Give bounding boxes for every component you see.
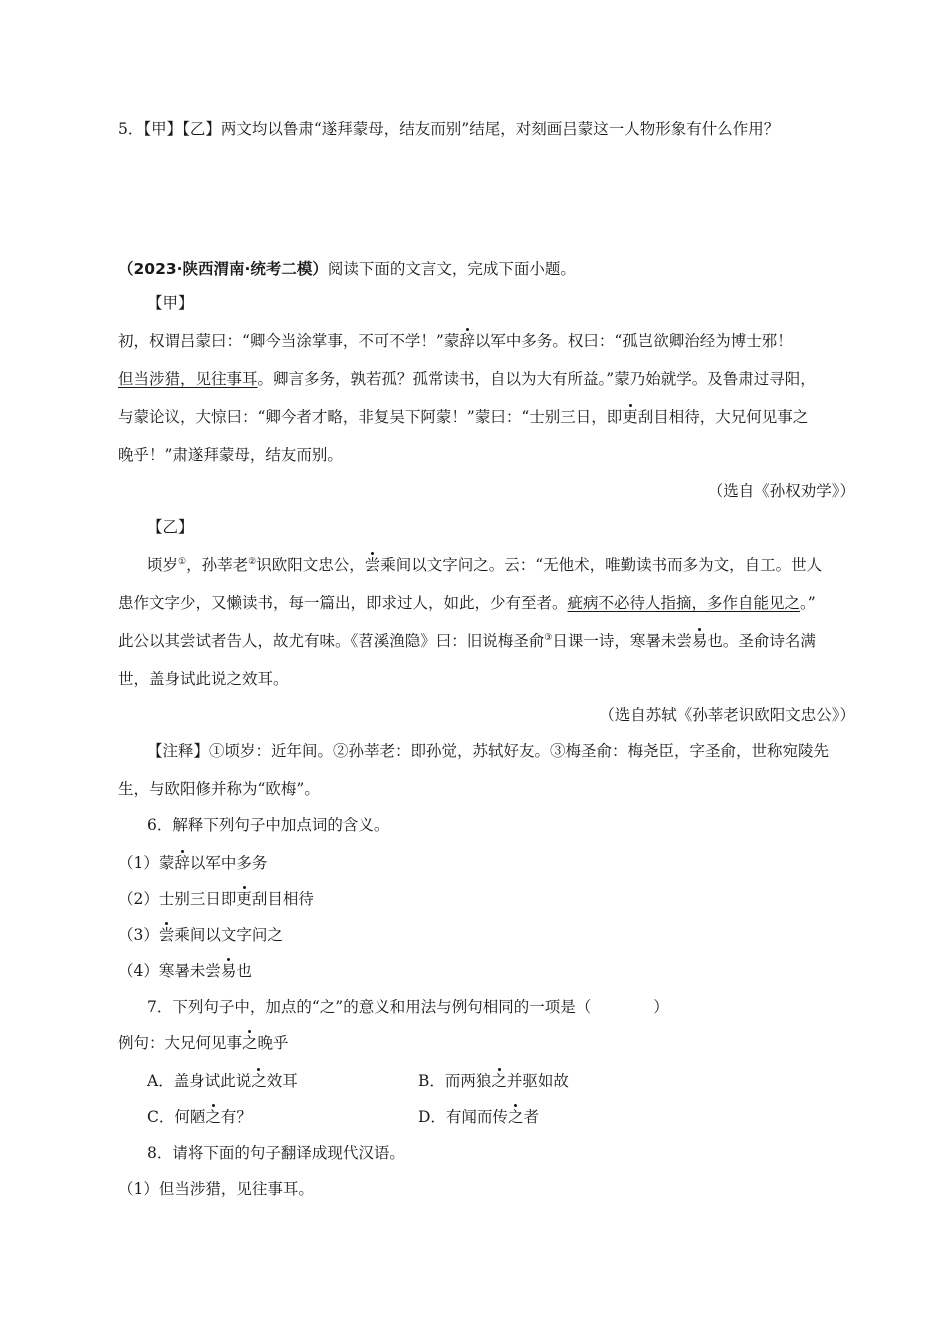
question-6-item-2: （2）士别三日即更刮目相待 — [118, 890, 314, 908]
dotted-word: 易 — [691, 632, 708, 650]
dotted-word: 之 — [491, 1072, 507, 1090]
source-tag: （2023·陕西渭南·统考二模） — [118, 260, 328, 278]
question-7-stem: 7．下列句子中，加点的“之”的意义和用法与例句相同的一项是（ ） — [147, 998, 669, 1016]
underlined-sentence: 但当涉猎，见往事耳 — [118, 370, 258, 388]
passage-yi-citation: （选自苏轼《孙莘老识欧阳文忠公》） — [599, 706, 855, 724]
source-line — [118, 258, 576, 280]
passage-yi-line-4: 世，盖身试此说之效耳。 — [118, 670, 289, 688]
question-6-item-4: （4）寒暑未尝易也 — [118, 962, 252, 980]
dotted-word: 之 — [242, 1034, 258, 1052]
dotted-word: 尝 — [364, 556, 381, 574]
passage-jia-line-1: 初，权谓吕蒙曰：“卿今当涂掌事，不可不学！”蒙辞以军中多务。权曰：“孤岂欲卿治经为博士邪！ — [118, 332, 793, 350]
option-b[interactable]: B．而两狼之并驱如故 — [418, 1072, 569, 1090]
passage-jia-line-3: 与蒙论议，大惊曰：“卿今者才略，非复吴下阿蒙！”蒙曰：“士别三日，即更刮目相待，大兄何见事之 — [118, 408, 809, 426]
dotted-word: 易 — [220, 962, 237, 980]
dotted-word: 更 — [622, 408, 638, 426]
passage-jia-label: 【甲】 — [147, 294, 194, 312]
dotted-word: 之 — [205, 1108, 221, 1126]
option-a[interactable]: A．盖身试此说之效耳 — [147, 1072, 298, 1090]
question-8-item-1: （1）但当涉猎，见往事耳。 — [118, 1180, 314, 1198]
dotted-word: 之 — [507, 1108, 524, 1126]
question-8-stem: 8．请将下面的句子翻译成现代汉语。 — [147, 1144, 405, 1162]
passage-yi-line-3: 此公以其尝试者告人，故尤有味。《苕溪渔隐》曰：旧说梅圣俞③日课一诗，寒暑未尝易也。圣俞诗名满 — [118, 632, 816, 650]
option-c[interactable]: C．何陋之有？ — [147, 1108, 252, 1126]
footnote-marker: ② — [248, 556, 257, 567]
notes-line-1: 【注释】①顷岁：近年间。②孙莘老：即孙觉，苏轼好友。③梅圣俞：梅尧臣，字圣俞，世称宛陵先 — [147, 742, 830, 760]
passage-jia-line-4: 晚乎！”肃遂拜蒙母，结友而别。 — [118, 446, 343, 464]
notes-line-2: 生，与欧阳修并称为“欧梅”。 — [118, 780, 320, 798]
footnote-marker: ③ — [544, 632, 553, 643]
dotted-word: 之 — [251, 1072, 267, 1090]
dotted-word: 辞 — [459, 332, 475, 350]
dotted-word: 辞 — [174, 854, 190, 872]
source-instruction: 阅读下面的文言文，完成下面小题。 — [327, 260, 576, 278]
footnote-marker: ① — [178, 556, 187, 567]
question-6-item-1: （1）蒙辞以军中多务 — [118, 854, 268, 872]
dotted-word: 更 — [236, 890, 252, 908]
question-6-item-3: （3）尝乘间以文字问之 — [118, 926, 283, 944]
question-6-stem: 6．解释下列句子中加点词的含义。 — [147, 816, 390, 834]
passage-yi-label: 【乙】 — [147, 518, 194, 536]
passage-jia-citation: （选自《孙权劝学》） — [707, 482, 855, 500]
dotted-word: 尝 — [158, 926, 175, 944]
option-d[interactable]: D．有闻而传之者 — [418, 1108, 539, 1126]
question-5: 5．【甲】【乙】两文均以鲁肃“遂拜蒙母，结友而别”结尾，对刻画吕蒙这一人物形象有什么作用？ — [118, 120, 780, 138]
question-7-example: 例句：大兄何见事之晚乎 — [118, 1034, 289, 1052]
underlined-sentence: 疵病不必待人指摘，多作自能见之 — [567, 594, 801, 612]
passage-yi-line-1: 顷岁①，孙莘老②识欧阳文忠公，尝乘间以文字问之。云：“无他术，唯勤读书而多为文，自工。世人 — [147, 556, 823, 574]
passage-jia-line-2: 但当涉猎，见往事耳。卿言多务，孰若孤？孤常读书，自以为大有所益。”蒙乃始就学。及鲁肃过寻阳， — [118, 370, 816, 388]
passage-yi-line-2: 患作文字少，又懒读书，每一篇出，即求过人，如此，少有至者。疵病不必待人指摘，多作自能见之。” — [118, 594, 816, 612]
